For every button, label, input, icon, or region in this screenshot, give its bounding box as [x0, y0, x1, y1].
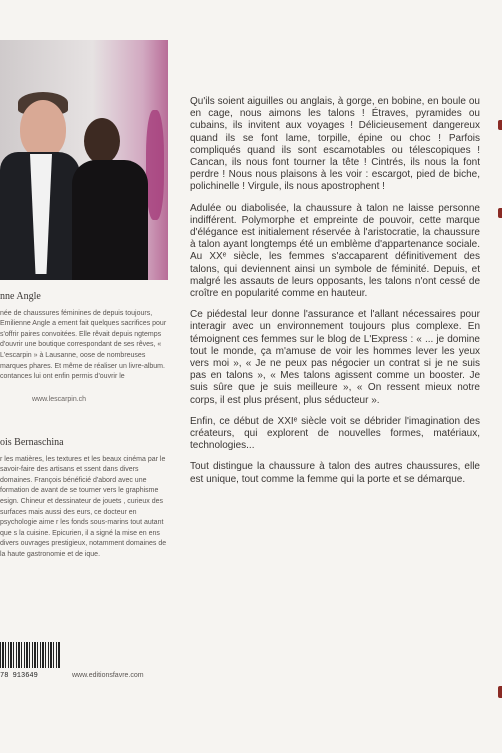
author-1 — [0, 292, 168, 405]
publisher-url: www.editionsfavre.com — [72, 672, 144, 679]
author-1-url: www.lescarpin.ch — [32, 395, 87, 403]
barcode — [0, 642, 60, 668]
author-photo — [0, 40, 168, 280]
author-1-name: nne Angle — [0, 291, 41, 302]
author-2 — [0, 438, 168, 561]
paragraph-1: Qu'ils soient aiguilles ou anglais, à gorge, en bobine, en boule ou en cage, nous aimons les talons ! Étraves, pyramides ou cubains, ils invitent aux voyages ! Délicieusement dangereux quand ils se font lame, torpille, épine ou choc ! Parfois compliqués quand ils sont escamotables ou télescopiques ! Cancan, ils nous font tourner la tête ! Cintrés, ils nous la font perdre ! Nous nous plaisons à les voir : escargot, pied de biche, polichinelle ! Virgule, ils nous apostrophent ! — [190, 96, 480, 193]
author-2-name: ois Bernaschina — [0, 437, 64, 448]
barcode-number: 78 913649 — [0, 672, 38, 680]
paragraph-2: Adulée ou diabolisée, la chaussure à talon ne laisse personne indifférent. Polymorphe et empreinte de pouvoir, cette marque d'élégance est initialement réservée à l'aristocratie, la chaussure à talon ayant longtemps été un emblème d'appartenance sociale. Au XXᵉ siècle, les femmes s'accaparent définitivement des talons, qui deviennent ainsi un symbole de féminité. Depuis, et malgré les assauts de leurs opposants, les talons n'ont cessé de croître en popularité comme en hauteur. — [190, 202, 480, 300]
edge-mark — [498, 120, 502, 130]
paragraph-5: Tout distingue la chaussure à talon des autres chaussures, elle est unique, tout comme la femme qui la porte et se démarque. — [190, 461, 480, 485]
edge-mark — [498, 686, 502, 698]
author-1-bio: née de chaussures féminines de depuis toujours, Emilienne Angle a ement fait quelques sacrifices pour s'offrir paires convoitées. Elle rêvait depuis ngtemps d'ouvrir une boutique correspondant de ses rêves, « L'escarpin » à Lausanne, oose de nombreuses marques phares. Et même de réaliser un livre-album. contances lui ont enfin permis d'ouvrir le — [0, 309, 167, 381]
author-2-bio: r les matières, les textures et les beaux cinéma par le savoir-faire des artisans et ssent dans divers domaines. François bénéficié d'abord avec une formation de avant de se tourner vers le graphisme esign. Chineur et dessinateur de jouets , curieux des surfaces mais aussi des eurs, ce docteur en psychologie aime r les fonds sous-marins tout autant que s la cuisine. Epicurien, il a signé la mise en ens divers ouvrages prestigieux, notamment domaines de la haute gastronomie et de ique. — [0, 455, 167, 558]
main-text — [190, 96, 480, 495]
paragraph-3: Ce piédestal leur donne l'assurance et l'allant nécessaires pour interagir avec un environnement toujours plus complexe. En témoignent ces femmes sur le blog de L'Express : « ... je domine tout le monde, ça m'amuse de voir les hommes lever les yeux vers moi », « Je ne peux pas négocier un contrat si je ne suis pas en talons », « Mes talons agissent comme un booster. Je suis sûre que je suis meilleure », « On ressent mieux notre corps, il est plus présent, plus séducteur ». — [190, 309, 480, 406]
edge-mark — [498, 208, 502, 218]
paragraph-4: Enfin, ce début de XXIᵉ siècle voit se débrider l'imagination des créateurs, qui explorent de nouvelles formes, matériaux, technologies... — [190, 415, 480, 452]
